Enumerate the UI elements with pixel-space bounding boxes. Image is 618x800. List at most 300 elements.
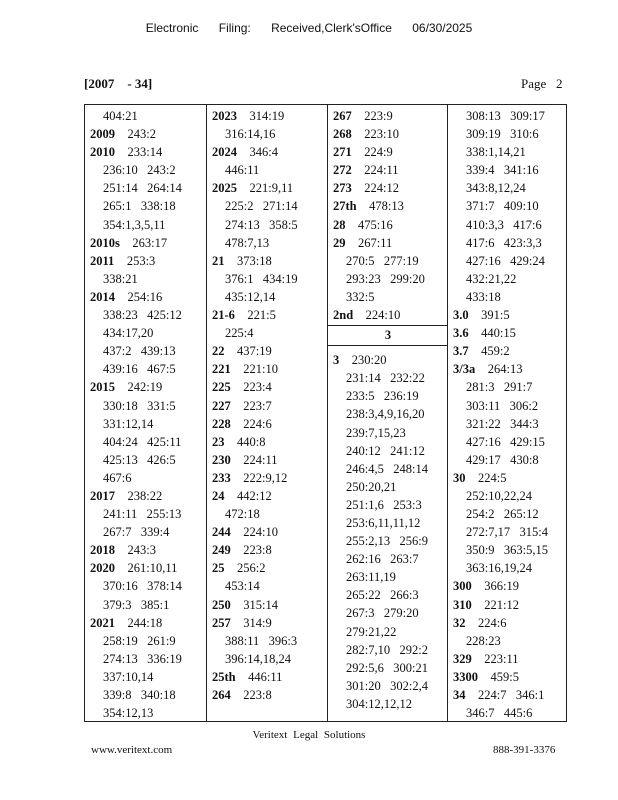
index-word: 267 (333, 109, 352, 123)
page-line-refs: 396:14,18,24 (225, 651, 291, 666)
index-entry (333, 514, 448, 532)
index-word: 34 (453, 688, 466, 702)
index-entry (453, 505, 567, 523)
index-entry (333, 369, 448, 387)
index-entry (212, 632, 328, 650)
page-line-refs: 427:16 429:24 (466, 253, 545, 268)
page-line-refs: 224:10 (365, 308, 401, 323)
page-line-refs: 321:22 344:3 (466, 416, 539, 431)
page-line-refs: 221:5 (247, 308, 276, 323)
page-line-refs: 337:10,14 (103, 669, 154, 684)
index-entry (333, 695, 448, 713)
index-entry (90, 487, 206, 505)
index-word: 28 (333, 217, 346, 232)
page-line-refs: 338:23 425:12 (103, 308, 182, 323)
index-entry (90, 125, 206, 143)
index-entry (212, 125, 328, 143)
page-line-refs: 339:8 340:18 (103, 688, 176, 702)
page-line-refs: 293:23 299:20 (346, 271, 425, 286)
index-entry (90, 596, 206, 614)
index-word: 3.7 (453, 344, 469, 359)
index-entry (90, 342, 206, 360)
index-entry (212, 686, 328, 704)
index-entry (453, 596, 567, 614)
index-column-1 (85, 105, 206, 721)
index-entry (90, 324, 206, 342)
page-line-refs: 475:16 (358, 217, 393, 232)
index-entry (333, 107, 448, 125)
page-line-refs: 224:7 346:1 (478, 688, 545, 702)
index-entry (212, 541, 328, 559)
index-entry (90, 306, 206, 324)
index-entry (90, 378, 206, 396)
page-line-refs: 256:2 (237, 561, 266, 576)
index-entry (333, 125, 448, 143)
index-entry (333, 306, 448, 324)
filing-received: Received,Clerk'sOffice (271, 21, 392, 35)
index-word: 3300 (453, 669, 478, 684)
index-entry (212, 577, 328, 595)
page-line-refs: 263:11,19 (346, 570, 396, 585)
page-line-refs: 304:12,12,12 (346, 696, 412, 711)
word-index-grid (84, 104, 567, 722)
index-entry (90, 107, 206, 125)
page-line-refs: 246:4,5 248:14 (346, 461, 428, 476)
page-line-refs: 301:20 302:2,4 (346, 678, 428, 693)
index-word: 21-6 (212, 308, 235, 323)
index-word: 2025 (212, 181, 237, 196)
index-entry (212, 197, 328, 215)
index-entry (90, 415, 206, 433)
index-entry (90, 632, 206, 650)
page-line-refs: 432:21,22 (466, 271, 517, 286)
index-entry (90, 143, 206, 161)
index-entry (453, 632, 567, 650)
index-entry (212, 596, 328, 614)
page-line-refs: 388:11 396:3 (225, 633, 298, 648)
index-entry (333, 351, 448, 369)
page-line-refs: 244:18 (127, 615, 163, 630)
page-line-refs: 223:8 (243, 543, 272, 558)
index-entry (212, 559, 328, 577)
page-line-refs: 243:3 (127, 543, 156, 558)
page-line-refs: 338:21 (103, 271, 138, 286)
index-word: 244 (212, 525, 231, 540)
index-word: 2015 (90, 380, 115, 395)
page-line-refs: 440:15 (481, 326, 516, 341)
index-word: 268 (333, 127, 352, 142)
index-entry (333, 677, 448, 695)
index-entry (453, 216, 567, 234)
index-entry (90, 161, 206, 179)
page-line-refs: 230:20 (351, 353, 387, 368)
index-word: 3/3a (453, 362, 476, 377)
index-entry (453, 397, 567, 415)
page-line-refs: 429:17 430:8 (466, 452, 539, 467)
page-line-refs: 242:19 (127, 380, 163, 395)
filing-date: 06/30/2025 (412, 21, 473, 35)
page-line-refs: 263:17 (132, 235, 168, 250)
word-range-label: [2007 - 34] (84, 76, 153, 91)
page-line-refs: 267:11 (358, 235, 393, 250)
page-line-refs: 265:22 266:3 (346, 588, 419, 603)
page-line-refs: 251:14 264:14 (103, 181, 182, 196)
index-entry (453, 342, 567, 360)
page-line-refs: 427:16 429:15 (466, 434, 545, 449)
index-word: 29 (333, 235, 346, 250)
index-entry (90, 179, 206, 197)
page-line-refs: 478:13 (369, 199, 404, 214)
index-entry (90, 668, 206, 686)
index-entry (453, 614, 567, 632)
index-entry (212, 324, 328, 342)
page-line-refs: 442:12 (237, 488, 272, 503)
page-line-refs: 437:19 (237, 344, 272, 359)
page-line-refs: 439:16 467:5 (103, 362, 176, 377)
index-entry (90, 216, 206, 234)
page-line-refs: 391:5 (481, 308, 510, 323)
index-entry (333, 387, 448, 405)
index-word: 230 (212, 452, 231, 467)
page-line-refs: 279:21,22 (346, 624, 397, 639)
page-line-refs: 343:8,12,24 (466, 181, 526, 196)
page-line-refs: 252:10,22,24 (466, 488, 532, 503)
page-line-refs: 417:6 423:3,3 (466, 235, 542, 250)
page-line-refs: 225:2 271:14 (225, 199, 298, 214)
page-line-refs: 264:13 (487, 362, 523, 377)
index-entry (212, 252, 328, 270)
index-entry (212, 107, 328, 125)
index-entry (333, 216, 448, 234)
page-line-refs: 267:3 279:20 (346, 606, 419, 621)
page-line-refs: 274:13 336:19 (103, 651, 182, 666)
index-word: 2018 (90, 543, 115, 558)
page-line-refs: 238:22 (127, 488, 163, 503)
page-line-refs: 251:1,6 253:3 (346, 497, 422, 512)
filing-label: Filing: (218, 21, 251, 35)
page-line-refs: 346:4 (249, 145, 278, 160)
index-entry (453, 270, 567, 288)
page-line-refs: 224:6 (243, 416, 272, 431)
index-entry (333, 442, 448, 460)
index-entry (90, 614, 206, 632)
index-word: 310 (453, 597, 472, 612)
page-line-refs: 250:20,21 (346, 479, 397, 494)
page-line-refs: 265:1 338:18 (103, 199, 176, 214)
page-line-refs: 331:12,14 (103, 416, 154, 431)
page-line-refs: 330:18 331:5 (103, 398, 176, 413)
index-entry (333, 179, 448, 197)
index-entry (453, 161, 567, 179)
index-entry (333, 568, 448, 586)
index-entry (212, 288, 328, 306)
page-line-refs: 446:11 (248, 669, 283, 684)
page-line-refs: 224:9 (364, 145, 393, 160)
index-word: 300 (453, 579, 472, 594)
page-line-refs: 224:11 (364, 163, 399, 178)
index-word: 25 (212, 561, 225, 576)
index-entry (212, 614, 328, 632)
page-line-refs: 350:9 363:5,15 (466, 543, 548, 558)
index-entry (212, 469, 328, 487)
index-entry (212, 342, 328, 360)
index-word: 30 (453, 470, 466, 485)
page-line-refs: 303:11 306:2 (466, 398, 539, 413)
index-entry (212, 306, 328, 324)
page-line-refs: 241:11 255:13 (103, 507, 182, 522)
index-entry (90, 650, 206, 668)
index-entry (453, 197, 567, 215)
page-line-refs: 354:12,13 (103, 706, 154, 721)
page-line-refs: 446:11 (225, 163, 260, 178)
index-entry (453, 306, 567, 324)
page-line-refs: 221:9,11 (249, 181, 294, 196)
page-line-refs: 236:10 243:2 (103, 163, 176, 178)
index-entry (212, 179, 328, 197)
page-line-refs: 339:4 341:16 (466, 163, 539, 178)
index-entry (212, 216, 328, 234)
index-entry (333, 161, 448, 179)
index-entry (453, 469, 567, 487)
page-line-refs: 224:12 (364, 181, 399, 196)
index-entry (333, 288, 448, 306)
index-entry (212, 668, 328, 686)
index-entry (212, 433, 328, 451)
index-entry (453, 179, 567, 197)
index-entry (453, 324, 567, 342)
index-entry (453, 125, 567, 143)
index-entry (333, 460, 448, 478)
page-line-refs: 435:12,14 (225, 289, 276, 304)
index-entry (453, 288, 567, 306)
index-word: 329 (453, 651, 472, 666)
index-entry (333, 641, 448, 659)
index-word: 221 (212, 362, 231, 377)
index-column-3 (327, 105, 448, 721)
index-entry (453, 487, 567, 505)
page-line-refs: 238:3,4,9,16,20 (346, 407, 425, 422)
index-entry (453, 686, 567, 704)
index-entry (90, 505, 206, 523)
page-line-refs: 363:16,19,24 (466, 561, 532, 576)
page-line-refs: 272:7,17 315:4 (466, 525, 548, 540)
section-header: 3 (328, 325, 448, 346)
page-line-refs: 281:3 291:7 (466, 380, 533, 395)
page-line-refs: 233:5 236:19 (346, 389, 419, 404)
page-line-refs: 223:9 (364, 109, 393, 123)
index-entry (453, 668, 567, 686)
index-entry (90, 559, 206, 577)
index-entry (453, 360, 567, 378)
page-line-refs: 224:5 (478, 470, 507, 485)
index-word: 2020 (90, 561, 115, 576)
index-entry (90, 197, 206, 215)
page-line-refs: 425:13 426:5 (103, 452, 176, 467)
index-word: 2023 (212, 109, 237, 123)
page-line-refs: 437:2 439:13 (103, 344, 176, 359)
page-line-refs: 224:11 (243, 452, 278, 467)
page-line-refs: 453:14 (225, 579, 260, 594)
page-line-refs: 316:14,16 (225, 127, 276, 142)
index-entry (453, 650, 567, 668)
page-line-refs: 315:14 (243, 597, 278, 612)
index-entry (333, 143, 448, 161)
index-entry (453, 143, 567, 161)
page-line-refs: 376:1 434:19 (225, 271, 298, 286)
page-line-refs: 223:8 (243, 688, 272, 702)
page-line-refs: 267:7 339:4 (103, 525, 170, 540)
index-entry (90, 704, 206, 721)
page-line-refs: 270:5 277:19 (346, 253, 419, 268)
index-word: 272 (333, 163, 352, 178)
index-entry (453, 451, 567, 469)
index-entry (453, 378, 567, 396)
index-word: 2011 (90, 253, 115, 268)
index-entry (453, 577, 567, 595)
page-line-refs: 478:7,13 (225, 235, 270, 250)
page-line-refs: 221:10 (243, 362, 278, 377)
page-line-refs: 224:6 (478, 615, 507, 630)
page-line-refs: 366:19 (484, 579, 519, 594)
page-line-refs: 254:16 (127, 289, 163, 304)
index-entry (212, 397, 328, 415)
index-entry (333, 424, 448, 442)
index-entry (90, 252, 206, 270)
filing-stamp-header (0, 21, 618, 35)
index-word: 23 (212, 434, 225, 449)
index-entry (90, 469, 206, 487)
index-entry (333, 234, 448, 252)
index-entry (90, 433, 206, 451)
page-line-refs: 314:19 (249, 109, 285, 123)
page-line-refs: 221:12 (484, 597, 519, 612)
index-word: 2021 (90, 615, 115, 630)
index-entry (453, 559, 567, 577)
page-line-refs: 309:19 310:6 (466, 127, 539, 142)
index-entry (90, 451, 206, 469)
index-entry (212, 270, 328, 288)
index-word: 25th (212, 669, 236, 684)
page-line-refs: 370:16 378:14 (103, 579, 182, 594)
page-line-refs: 332:5 (346, 289, 375, 304)
index-entry (212, 143, 328, 161)
page-line-refs: 459:5 (490, 669, 519, 684)
index-word: 3 (333, 353, 340, 368)
page-line-refs: 274:13 358:5 (225, 217, 298, 232)
page-line-refs: 261:10,11 (127, 561, 178, 576)
index-entry (333, 478, 448, 496)
page-line-refs: 410:3,3 417:6 (466, 217, 542, 232)
index-word: 3.6 (453, 326, 469, 341)
index-word: 227 (212, 398, 231, 413)
page-line-refs: 434:17,20 (103, 326, 154, 341)
index-entry (90, 288, 206, 306)
index-entry (453, 704, 567, 721)
page-line-refs: 233:14 (127, 145, 163, 160)
index-entry (453, 415, 567, 433)
page-line-refs: 223:10 (364, 127, 399, 142)
page-line-refs: 228:23 (466, 633, 501, 648)
index-entry (333, 532, 448, 550)
page-line-refs: 404:21 (103, 109, 138, 123)
page-line-refs: 222:9,12 (243, 470, 288, 485)
index-entry (90, 270, 206, 288)
index-word: 273 (333, 181, 352, 196)
page-line-refs: 254:2 265:12 (466, 507, 539, 522)
index-word: 24 (212, 488, 225, 503)
page-line-refs: 459:2 (481, 344, 510, 359)
index-entry (212, 650, 328, 668)
index-entry (212, 487, 328, 505)
index-word: 250 (212, 597, 231, 612)
page-line-refs: 253:3 (126, 253, 156, 268)
index-word: 2nd (333, 308, 354, 323)
index-entry (333, 586, 448, 604)
index-word: 2024 (212, 145, 237, 160)
index-entry (453, 234, 567, 252)
page-line-refs: 255:2,13 256:9 (346, 534, 428, 549)
page-line-refs: 282:7,10 292:2 (346, 642, 428, 657)
index-entry (212, 505, 328, 523)
filing-electronic: Electronic (145, 21, 199, 35)
index-entry (90, 686, 206, 704)
page-line-refs: 373:18 (237, 253, 272, 268)
page-line-refs: 472:18 (225, 507, 260, 522)
index-entry (333, 550, 448, 568)
page-line-refs: 258:19 261:9 (103, 633, 176, 648)
index-column-2 (206, 105, 328, 721)
page-line-refs: 239:7,15,23 (346, 425, 406, 440)
index-entry (333, 197, 448, 215)
page-line-refs: 404:24 425:11 (103, 434, 182, 449)
page-line-refs: 467:6 (103, 470, 132, 485)
index-word: 32 (453, 615, 466, 630)
index-entry (212, 451, 328, 469)
page-line-refs: 371:7 409:10 (466, 199, 539, 214)
index-word: 2017 (90, 488, 115, 503)
index-entry (453, 107, 567, 125)
index-entry (453, 433, 567, 451)
page-line-refs: 314:9 (243, 615, 272, 630)
page-line-refs: 292:5,6 300:21 (346, 660, 428, 675)
index-entry (453, 523, 567, 541)
footer-phone: 888-391-3376 (493, 744, 556, 756)
page-line-refs: 354:1,3,5,11 (103, 217, 166, 232)
index-word: 27th (333, 199, 357, 214)
index-word: 2009 (90, 127, 115, 142)
index-entry (333, 405, 448, 423)
page-line-refs: 223:11 (484, 651, 519, 666)
index-entry (90, 541, 206, 559)
index-word: 249 (212, 543, 231, 558)
page-line-refs: 440:8 (237, 434, 266, 449)
page-number: Page 2 (521, 76, 563, 91)
index-entry (90, 397, 206, 415)
page-line-refs: 240:12 241:12 (346, 443, 425, 458)
index-entry (453, 541, 567, 559)
index-word: 271 (333, 145, 352, 160)
index-word: 228 (212, 416, 231, 431)
page-line-refs: 223:4 (243, 380, 272, 395)
index-entry (212, 161, 328, 179)
index-word: 3.0 (453, 308, 469, 323)
page-line-refs: 243:2 (127, 127, 156, 142)
page-line-refs: 225:4 (225, 326, 254, 341)
index-word: 2014 (90, 289, 115, 304)
index-entry (212, 234, 328, 252)
page-line-refs: 346:7 445:6 (466, 706, 533, 721)
index-word: 225 (212, 380, 231, 395)
